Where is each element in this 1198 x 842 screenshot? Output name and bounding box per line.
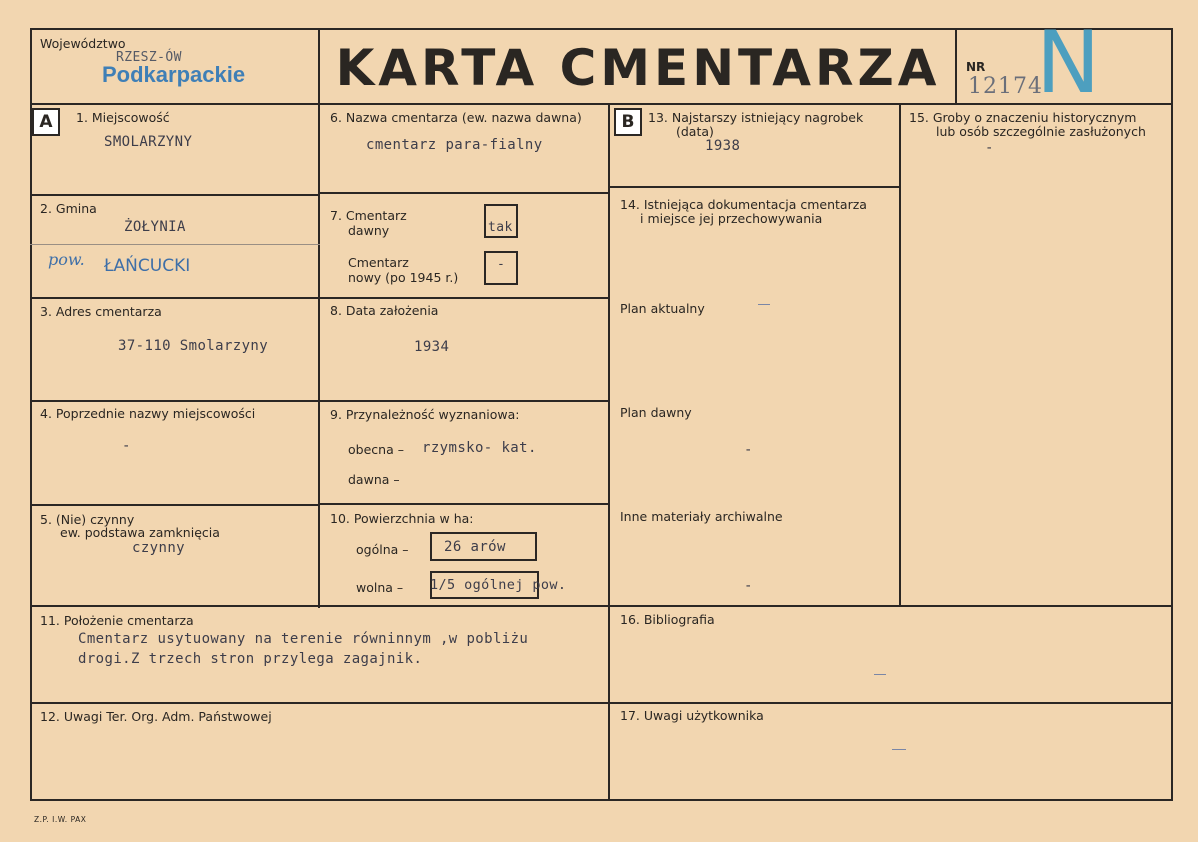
page-title: KARTA CMENTARZA <box>335 39 941 97</box>
field1-label: 1. Miejscowość <box>76 110 170 125</box>
frame-right-line <box>1171 28 1173 801</box>
field16-label: 16. Bibliografia <box>620 612 715 627</box>
field7-old-label-line1: 7. Cmentarz <box>330 208 407 223</box>
field9-current-value: rzymsko- kat. <box>422 440 537 456</box>
row-line-c2-4 <box>320 503 610 505</box>
field2-value: ŻOŁYNIA <box>124 219 186 235</box>
frame-bottom-line <box>30 799 1173 801</box>
field7-new-label-line1: Cmentarz <box>348 255 409 270</box>
field10-total-label: ogólna – <box>356 542 409 557</box>
row-line-c2-2 <box>320 297 610 299</box>
col1-divider <box>318 28 320 608</box>
row-line-c3-1 <box>610 186 901 188</box>
nr-handwritten: 12174 <box>968 74 1043 99</box>
printer-imprint: Z.P. I.W. PAX <box>34 815 87 824</box>
field8-label: 8. Data założenia <box>330 303 439 318</box>
field7-old-value: tak <box>488 220 513 235</box>
field1-value: SMOLARZYNY <box>104 134 193 150</box>
pencil-mark <box>758 304 770 305</box>
field3-label: 3. Adres cmentarza <box>40 304 162 319</box>
row-line-c2-1 <box>320 192 610 194</box>
field4-value: - <box>122 438 131 454</box>
field13-value: 1938 <box>705 138 741 154</box>
field14-other-materials: Inne materiały archiwalne <box>620 509 783 524</box>
row-line-lower-2 <box>30 702 1173 704</box>
field7-new-label-line2: nowy (po 1945 r.) <box>348 270 459 285</box>
field10-free-value: 1/5 ogólnej pow. <box>430 577 567 593</box>
field9-label: 9. Przynależność wyznaniowa: <box>330 407 520 422</box>
frame-left-line <box>30 28 32 801</box>
field8-value: 1934 <box>414 339 450 355</box>
field2-pow-value: ŁAŃCUCKI <box>104 256 191 276</box>
voivodeship-typed: RZESZ-ÓW <box>116 50 182 65</box>
field10-free-label: wolna – <box>356 580 404 595</box>
letter-handwritten: N <box>1036 13 1101 113</box>
nr-label: NR <box>966 60 986 74</box>
field4-label: 4. Poprzednie nazwy miejscowości <box>40 406 256 421</box>
voivodeship-label: Województwo <box>40 36 126 51</box>
field14-other-materials-value: - <box>744 578 753 594</box>
field7-new-box <box>484 251 518 285</box>
field14-plan-former-value: - <box>744 442 753 458</box>
row-line-c2-3 <box>320 400 610 402</box>
field3-value: 37-110 Smolarzyny <box>118 338 269 354</box>
row-line-c1-4 <box>30 504 320 506</box>
row-line-c1-1 <box>30 194 320 196</box>
pencil-mark <box>892 749 906 750</box>
field10-total-value: 26 arów <box>444 539 506 555</box>
field17-label: 17. Uwagi użytkownika <box>620 708 764 723</box>
field15-label-line1: 15. Groby o znaczeniu historycznym <box>909 110 1137 125</box>
field12-label: 12. Uwagi Ter. Org. Adm. Państwowej <box>40 709 272 724</box>
field13-label-line2: (data) <box>676 124 714 139</box>
field7-old-label-line2: dawny <box>348 223 390 238</box>
frame-top-line <box>30 28 1173 30</box>
field13-label-line1: 13. Najstarszy istniejący nagrobek <box>648 110 864 125</box>
field14-label-line2: i miejsce jej przechowywania <box>640 211 823 226</box>
field14-plan-former: Plan dawny <box>620 405 692 420</box>
row-line-c1-3 <box>30 400 320 402</box>
field2-label: 2. Gmina <box>40 201 97 216</box>
field6-label: 6. Nazwa cmentarza (ew. nazwa dawna) <box>330 110 582 125</box>
col2-divider <box>608 103 610 801</box>
field6-value: cmentarz para-fialny <box>366 137 543 153</box>
field5-label-line2: ew. podstawa zamknięcia <box>60 525 220 540</box>
field11-line1: Cmentarz usytuowany na terenie równinnym ,w pobliżu <box>78 631 529 647</box>
field9-current-label: obecna – <box>348 442 404 457</box>
field14-plan-current: Plan aktualny <box>620 301 705 316</box>
field2-pow-handwritten: pow. <box>48 250 85 269</box>
field11-line2: drogi.Z trzech stron przylega zagajnik. <box>78 651 423 667</box>
section-b-box: B <box>614 108 642 136</box>
field7-old-box <box>484 204 518 238</box>
row-line-c1-2 <box>30 297 320 299</box>
field14-label-line1: 14. Istniejąca dokumentacja cmentarza <box>620 197 867 212</box>
field5-value: czynny <box>132 540 185 556</box>
col4-divider <box>899 103 901 606</box>
field10-label: 10. Powierzchnia w ha: <box>330 511 474 526</box>
pencil-mark <box>874 674 886 675</box>
header-bottom-line <box>30 103 1173 105</box>
row-line-c1-pow <box>30 244 320 245</box>
voivodeship-stamp: Podkarpackie <box>102 62 246 87</box>
field5-label-line1: 5. (Nie) czynny <box>40 512 135 527</box>
field9-former-label: dawna – <box>348 472 400 487</box>
section-a-box: A <box>32 108 60 136</box>
field15-value: - <box>985 140 994 156</box>
field15-label-line2: lub osób szczególnie zasłużonych <box>936 124 1146 139</box>
field10-free-box <box>430 571 567 599</box>
field7-new-value: - <box>497 257 506 272</box>
row-line-lower-1 <box>30 605 1173 607</box>
field11-label: 11. Położenie cmentarza <box>40 613 194 628</box>
field10-total-box <box>430 532 537 561</box>
